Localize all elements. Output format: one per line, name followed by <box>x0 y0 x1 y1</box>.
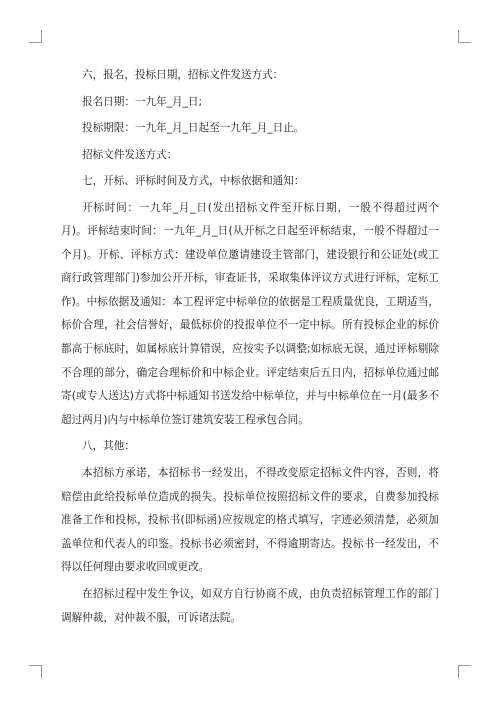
section-eight-body-1: 本招标方承诺，本招标书一经发出，不得改变原定招标文件内容，否则，将赔偿由此给投标单位造成的损失。投标单位按照招标文件的要求，自费参加投标准备工作和投标，投标书(即标函)应按规定的格式填写，字迹必须清楚，必须加盖单位和代表人的印鉴。投标书必须密封，不得逾期寄达。投标书一经发出，不得以任何理由要求收回或更改。 <box>61 466 439 574</box>
registration-date: 报名日期：一九年_月_日; <box>82 95 203 108</box>
crop-mark-bottom-right-h <box>458 665 471 666</box>
crop-mark-top-left-v <box>41 30 42 43</box>
bid-period: 投标期限：一九年_月_日起至一九年_月_日止。 <box>82 122 305 134</box>
crop-mark-bottom-left-v <box>41 665 42 678</box>
section-seven-heading: 七，开标、评标时间及方式，中标依据和通知： <box>82 175 305 187</box>
document-body <box>61 64 439 630</box>
section-eight-heading: 八，其他： <box>82 440 135 453</box>
crop-mark-top-right-h <box>458 42 471 43</box>
crop-mark-top-right-v <box>458 30 459 43</box>
section-six-heading: 六，报名，投标日期，招标文件发送方式： <box>82 69 284 81</box>
section-eight-body-2: 在招标过程中发生争议，如双方自行协商不成，由负责招标管理工作的部门调解仲裁，对仲裁不服，可诉诸法院。 <box>61 587 439 624</box>
document-send-method: 招标文件发送方式： <box>82 148 178 161</box>
crop-mark-bottom-right-v <box>458 665 459 678</box>
section-seven-body: 开标时间：一九年_月_日(发出招标文件至开标日期，一般不得超过两个月)。评标结束时间：一九年_月_日(从开标之日起至评标结束，一般不得超过一个月)。开标、评标方式：建设单位邀请建设主管部门，建设银行和公证处(或工商行政管理部门)参加公开开标，审查证书，采取集体评议方式进行评标，定标工作)。中标依据及通知：本工程评定中标单位的依据是工程质量优良，工期适当，标价合理，社会信誉好，最低标价的投报单位不一定中标。所有投标企业的标价都高于标底时，如属标底计算错误，应按实予以调整;如标底无误，通过评标剔除不合理的部分，确定合理标价和中标企业。评定结束后五日内，招标单位通过邮寄(或专人送达)方式将中标通知书送发给中标单位，并与中标单位在一月(最多不超过两月)内与中标单位签订建筑安装工程承包合同。 <box>61 201 439 426</box>
